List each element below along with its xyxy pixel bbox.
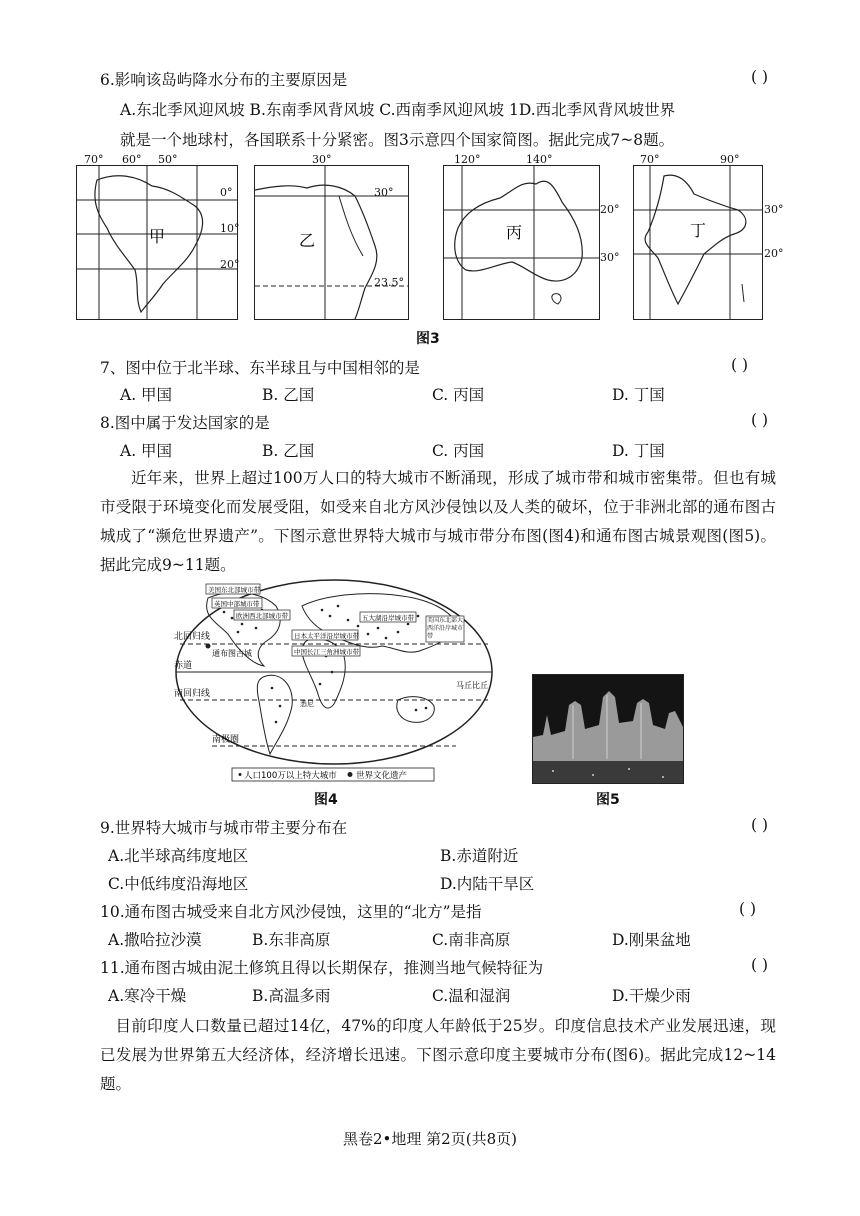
q7-option-a: A. 甲国 (120, 386, 173, 404)
q7-option-b: B. 乙国 (262, 386, 315, 404)
q10-stem: 10.通布图古城受来自北方风沙侵蚀，这里的“北方”是指 (100, 903, 482, 921)
q10-option-c: C.南非高原 (432, 931, 511, 949)
map-bing-label: 丙 (506, 223, 523, 242)
belt-label-7: 美国东北部大西洋沿岸城市带 (427, 617, 463, 640)
map-country-bing (443, 165, 600, 320)
map-ding-label: 丁 (690, 221, 707, 240)
belt-label-3: 欧洲西北部城市带 (236, 612, 288, 620)
map-ding-lon-1: 70° (640, 153, 660, 166)
q11-option-c: C.温和湿润 (432, 987, 511, 1005)
q8-option-c: C. 丙国 (432, 442, 485, 460)
q11-answer-bracket: ( ) (750, 956, 768, 974)
q10-option-a: A.撒哈拉沙漠 (108, 931, 202, 949)
q8-answer-bracket: ( ) (750, 411, 768, 429)
q8-option-b: B. 乙国 (262, 442, 315, 460)
map-jia-label: 甲 (149, 227, 166, 246)
page-footer: 黑卷2•地理 第2页(共8页) (343, 1130, 517, 1148)
belt-label-5: 日本太平洋沿岸城市带 (294, 632, 359, 640)
map-ding-lon-2: 90° (720, 153, 740, 166)
q9-option-d: D.内陆干旱区 (440, 875, 535, 893)
map-jia-lon-1: 70° (84, 153, 104, 166)
tropic-south-label: 南回归线 (174, 689, 211, 699)
q9-stem: 9.世界特大城市与城市带主要分布在 (100, 819, 348, 837)
figure-4-caption: 图4 (314, 792, 338, 808)
belt-label-4: 五大湖沿岸城市带 (362, 614, 414, 622)
figure-4-world-map (172, 576, 496, 782)
figure-5-caption: 图5 (596, 792, 620, 808)
legend-heritage: 世界文化遗产 (356, 771, 408, 781)
passage1-continuation: 就是一个地球村，各国联系十分紧密。图3示意四个国家简图。据此完成7~8题。 (120, 131, 675, 149)
q8-stem: 8.图中属于发达国家的是 (100, 414, 270, 432)
q11-option-a: A.寒冷干燥 (108, 987, 187, 1005)
map-ding-lat-2: 20° (764, 247, 784, 260)
map-yi-lat-2: 23.5° (374, 276, 404, 289)
map-yi-lon-1: 30° (312, 153, 332, 166)
q6-answer-bracket: ( ) (750, 68, 768, 86)
q9-option-a: A.北半球高纬度地区 (108, 847, 249, 865)
figure-5-timbuktu-photo (532, 674, 684, 784)
passage-urban-belts: 近年来，世界上超过100万人口的特大城市不断涌现，形成了城市带和城市密集带。但也有城市受限于环境变化而发展受阻，如受来自北方风沙侵蚀以及人类的破坏，位于非洲北部的通布图古城成了“濒危世界遗产”。下图示意世界特大城市与城市带分布图(图4)和通布图古城景观图(图5)。据此完成9~11题。 (100, 469, 776, 574)
q7-option-d: D. 丁国 (612, 386, 665, 404)
map-bing-lat-1: 20° (600, 203, 620, 216)
q10-option-b: B.东非高原 (252, 931, 331, 949)
belt-label-2: 英国中部城市带 (214, 600, 260, 608)
q6-stem: 6.影响该岛屿降水分布的主要原因是 (100, 71, 348, 89)
q10-option-d: D.刚果盆地 (612, 931, 691, 949)
q11-option-d: D.干燥少雨 (612, 987, 691, 1005)
q9-answer-bracket: ( ) (750, 816, 768, 834)
legend-megacity: 人口100万以上特大城市 (244, 771, 337, 781)
sydney-label: 悉尼 (300, 700, 314, 708)
map-jia-lat-2: 10° (220, 222, 240, 235)
q7-answer-bracket: ( ) (730, 356, 748, 374)
equator-label: 赤道 (174, 661, 193, 671)
map-bing-lat-2: 30° (600, 251, 620, 264)
map-ding-lat-1: 30° (764, 203, 784, 216)
passage-india: 目前印度人口数量已超过14亿，47%的印度人年龄低于25岁。印度信息技术产业发展迅速，现已发展为世界第五大经济体，经济增长迅速。下图示意印度主要城市分布(图6)。据此完成12~14题。 (100, 1017, 776, 1093)
map-yi-lat-1: 30° (374, 186, 394, 199)
map-jia-lon-3: 50° (158, 153, 178, 166)
q7-stem: 7、图中位于北半球、东半球且与中国相邻的是 (100, 359, 420, 377)
map-jia-lat-3: 20° (220, 258, 240, 271)
q8-option-a: A. 甲国 (120, 442, 173, 460)
map-jia-lon-2: 60° (122, 153, 142, 166)
map-country-jia (76, 165, 238, 320)
tropic-north-label: 北回归线 (174, 632, 211, 642)
q11-option-b: B.高温多雨 (252, 987, 331, 1005)
map-bing-lon-1: 120° (454, 153, 481, 166)
timbuktu-label: 通布图古城 (212, 649, 252, 658)
map-yi-label: 乙 (299, 231, 316, 250)
q9-option-b: B.赤道附近 (440, 847, 519, 865)
q11-stem: 11.通布图古城由泥土修筑且得以长期保存，推测当地气候特征为 (100, 959, 544, 977)
antarctic-circle-label: 南极圈 (212, 735, 240, 745)
q8-option-d: D. 丁国 (612, 442, 665, 460)
figure-3-caption: 图3 (416, 331, 440, 347)
q10-answer-bracket: ( ) (738, 900, 756, 918)
belt-label-1: 美国东北部城市带 (208, 586, 260, 594)
q9-option-c: C.中低纬度沿海地区 (108, 875, 249, 893)
map-bing-lon-2: 140° (526, 153, 553, 166)
q7-option-c: C. 丙国 (432, 386, 485, 404)
map-jia-lat-1: 0° (220, 186, 233, 199)
map-country-ding (633, 165, 763, 320)
belt-label-6: 中国长江三角洲城市带 (294, 648, 359, 656)
machu-picchu-label: 马丘比丘 (456, 681, 488, 690)
q6-options: A.东北季风迎风坡 B.东南季风背风坡 C.西南季风迎风坡 1D.西北季风背风坡世界 (120, 101, 676, 119)
